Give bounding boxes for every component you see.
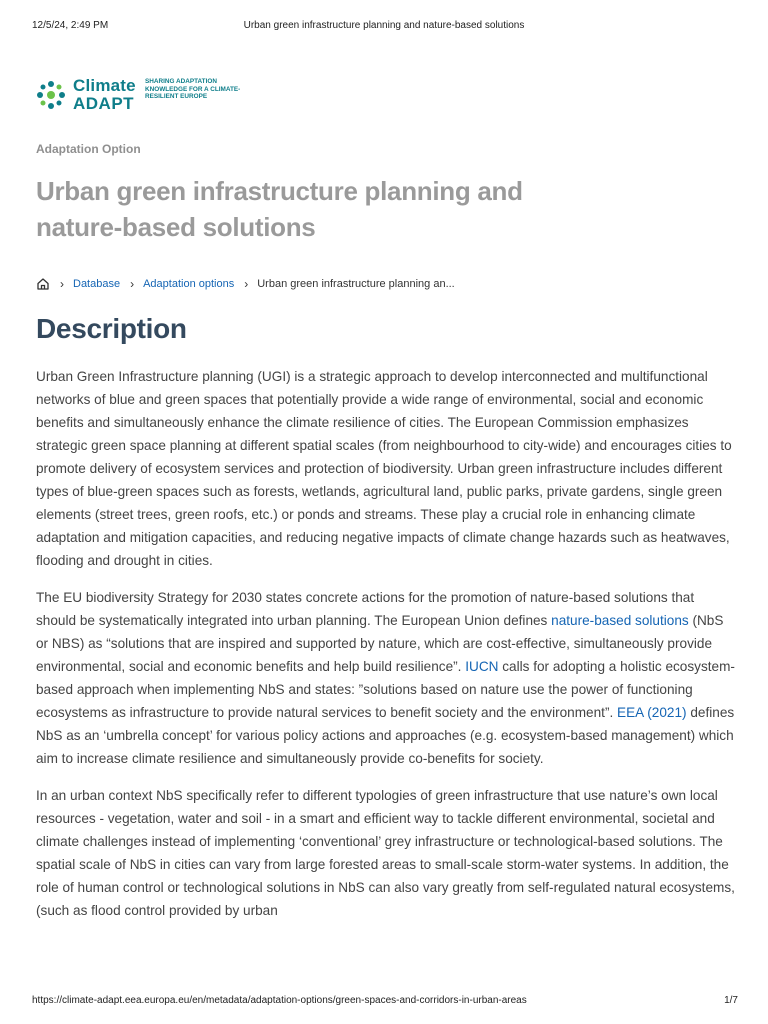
section-title-description: Description [36,313,187,344]
breadcrumb [36,276,455,292]
chevron-right-icon: › [60,277,64,291]
paragraph-2-text: The EU biodiversity Strategy for 2030 states concrete actions for the promotion of nature-based solutions that should be systematically integrated into urban planning. The European Union defines [36,590,695,628]
logo-tagline: SHARING ADAPTATION KNOWLEDGE FOR A CLIMATE-RESILIENT EUROPE [145,78,241,101]
page-title: Urban green infrastructure planning and nature-based solutions [36,176,523,242]
print-url: https://climate-adapt.eea.europa.eu/en/metadata/adaptation-options/green-spaces-and-corridors-in-urban-areas [32,995,527,1006]
breadcrumb-link-database[interactable]: Database [73,278,121,290]
print-date: 12/5/24, 2:49 PM [32,20,109,31]
paragraph-3: In an urban context NbS specifically refer to different typologies of green infrastructure that use nature’s own local resources - vegetation, water and soil - in a smart and efficient way to tackle different environmental, societal and climate challenges instead of implementing ‘conventional’ grey infrastructure or technological-based solutions. The spatial scale of NbS in cities can vary from large forested areas to small-scale storm-water systems. In addition, the role of human control or technological solutions in NbS can also vary greatly from self-regulated natural ecosystems, (such as flood control provided by urban [36,788,735,918]
logo-brand-line2: ADAPT [73,94,135,113]
logo-brand-line1: Climate [73,76,136,95]
paragraph-2 [36,586,736,770]
paragraph-2-text: (NbS or NBS) as “solutions that are inspired and supported by nature, which are cost-effective, simultaneously provide environmental, social and economic benefits and help build resilience”. [36,613,724,674]
link-eea-2021[interactable]: EEA (2021) [617,705,687,720]
chevron-right-icon: › [244,277,249,291]
print-doc-title: Urban green infrastructure planning and nature-based solutions [243,20,525,31]
paragraph-2-text: defines NbS as an ‘umbrella concept’ for various policy actions and approaches (e.g. ecosystem-based management) which aim to increase climate resilience and simultaneously provide co-benefits for society. [36,705,735,766]
breadcrumb-link-adaptation-options[interactable]: Adaptation options [143,278,235,290]
climate-adapt-emblem-icon [35,79,67,111]
paragraph-1: Urban Green Infrastructure planning (UGI) is a strategic approach to develop interconnected and multifunctional networks of blue and green spaces that potentially provide a wide range of environmental, social and economic benefits and simultaneously enhance the climate resilience of cities. The European Commission emphasizes strategic green space planning at different spatial scales (from neighbourhood to city-wide) and encourages cities to promote delivery of ecosystem services and protection of biodiversity. Urban green infrastructure includes different types of blue-green spaces such as forests, wetlands, agricultural land, public parks, private gardens, single green elements (street trees, green roofs, etc.) or ponds and streams. These play a crucial role in enhancing climate adaptation and mitigation capacities, and reducing negative impacts of climate change hazards such as heatwaves, flooding and drought in cities. [36,369,732,568]
paragraph-2-text: calls for adopting a holistic ecosystem-based approach when implementing NbS and states: ”solutions based on nature use the power of functioning ecosystems as infrastructure to provide natural services to benefit society and the environment”. [36,659,735,720]
link-iucn[interactable]: IUCN [465,659,499,674]
chevron-right-icon: › [130,277,135,291]
print-header [0,20,768,34]
breadcrumb-current: Urban green infrastructure planning an... [257,278,455,290]
content-type-label: Adaptation Option [36,142,141,156]
link-nature-based-solutions[interactable]: nature-based solutions [551,613,689,628]
description-body [36,365,736,936]
home-icon[interactable] [36,277,50,291]
climate-adapt-logo[interactable] [35,75,255,115]
print-page-number: 1/7 [724,995,738,1006]
